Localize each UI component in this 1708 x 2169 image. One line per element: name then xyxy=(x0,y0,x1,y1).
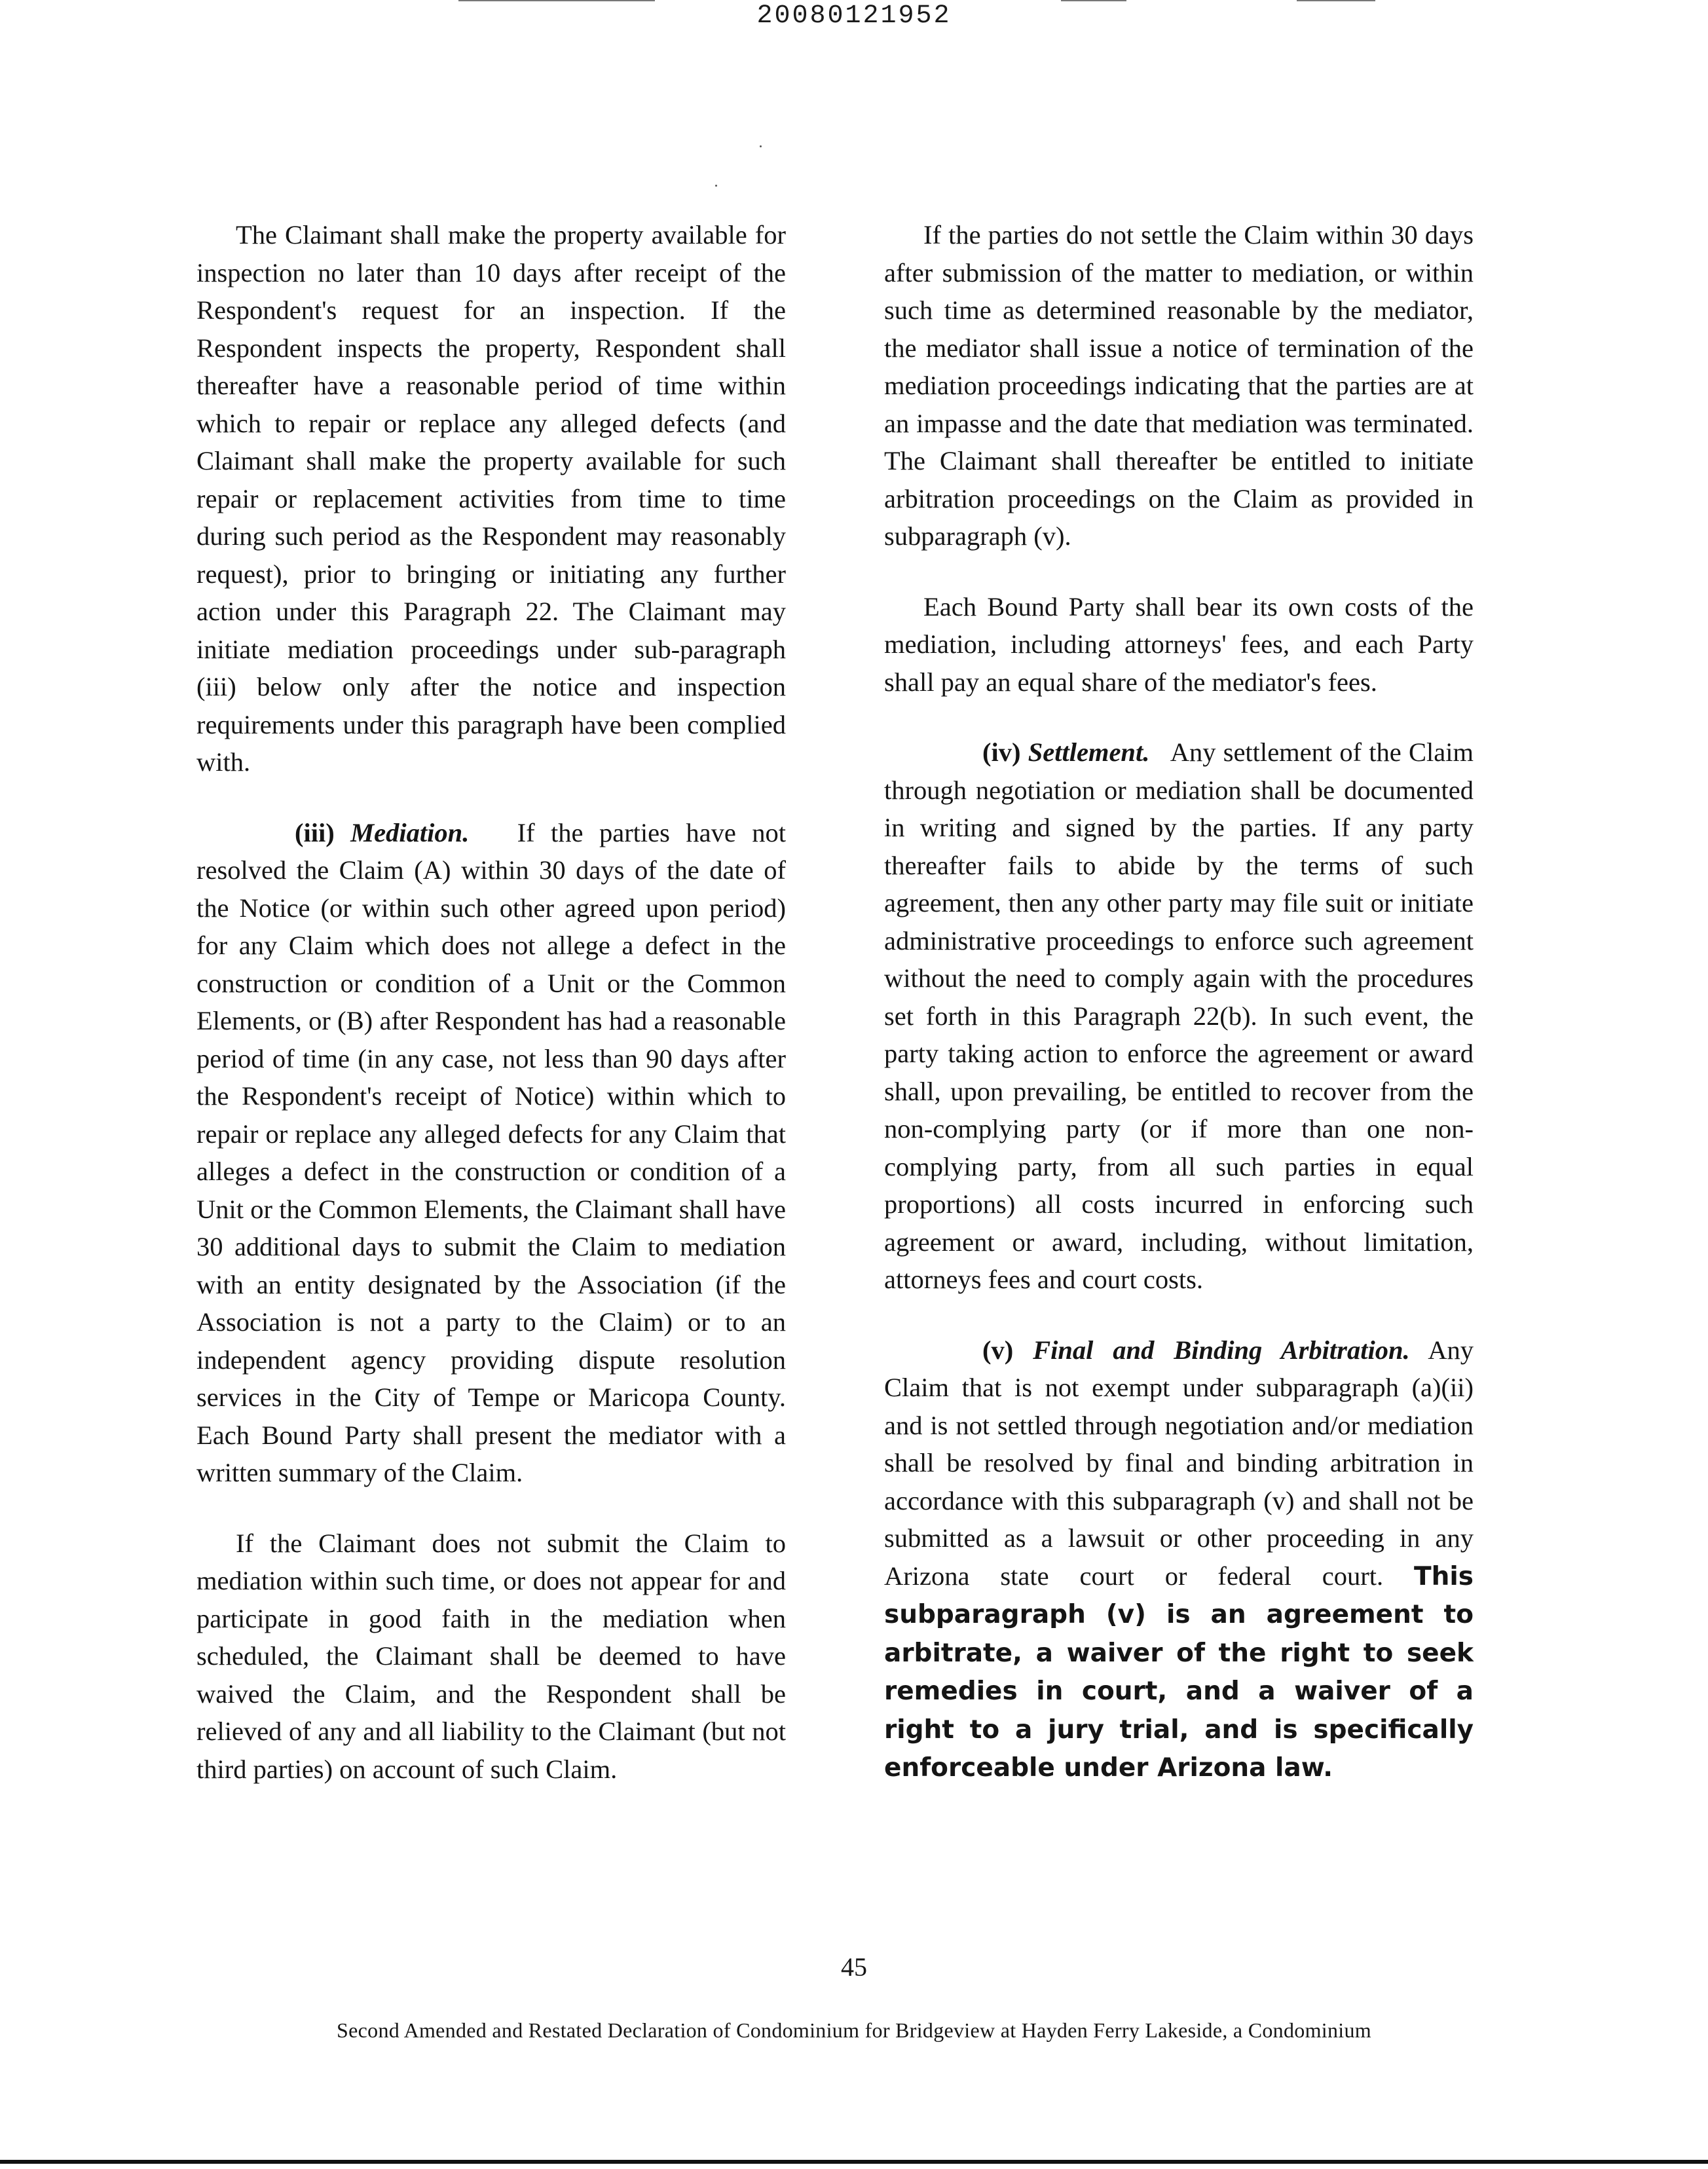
settlement-section xyxy=(884,733,1474,1299)
settlement-body: Any settlement of the Claim through negotiation or mediation shall be documented in writing and signed by the parties. If any party thereafter fails to abide by the terms of such agreement, then any other party may file suit or initiate administrative proceedings to enforce such agreement without the need to comply again with the procedures set forth in this Paragraph 22(b). In such event, the party taking action to enforce the agreement or award shall, upon prevailing, be entitled to recover from the non-complying party (or if more than one non-complying party, from all such parties in equal proportions) all costs incurred in enforcing such agreement or award, including, without limitation, attorneys fees and court costs. xyxy=(884,737,1474,1294)
right-column xyxy=(884,216,1474,1820)
arbitration-bold-statement: This subparagraph (v) is an agreement to arbitrate, a waiver of the right to seek remedies in court, and a waiver of a right to a jury trial, and is specifically enforceable under Arizona law. xyxy=(884,1561,1474,1783)
mediation-number: (iii) xyxy=(295,817,335,847)
page-number: 45 xyxy=(841,1952,867,1982)
inspection-paragraph: The Claimant shall make the property available for inspection no later than 10 days after receipt of the Respondent's request for an inspection. If the Respondent inspects the property, Respondent shall thereafter have a reasonable period of time within which to repair or replace any alleged defects (and Claimant shall make the property available for such repair or replacement activities from time to time during such period as the Respondent may reasonably request), prior to bringing or initiating any further action under this Paragraph 22. The Claimant may initiate mediation proceedings under sub-paragraph (iii) below only after the notice and inspection requirements under this paragraph have been complied with. xyxy=(196,220,786,777)
scan-speck xyxy=(715,185,717,187)
scan-bottom-rule xyxy=(0,2160,1708,2164)
document-recording-number: 20080121952 xyxy=(756,1,952,31)
waiver-paragraph: If the Claimant does not submit the Claim to mediation within such time, or does not appear for and participate in good faith in the mediation when scheduled, the Claimant shall be deemed to have waived the Claim, and the Respondent shall be relieved of any and all liability to the Claimant (but not third parties) on account of such Claim. xyxy=(196,1528,786,1784)
settlement-number: (iv) xyxy=(982,737,1021,767)
arbitration-heading: Final and Binding Arbitration. xyxy=(1033,1335,1410,1365)
mediation-section xyxy=(196,814,786,1492)
impasse-paragraph: If the parties do not settle the Claim within 30 days after submission of the matter to mediation, or within such time as determined reasonable by the mediator, the mediator shall issue a notice of termination of the mediation proceedings indicating that the parties are at an impasse and the date that mediation was terminated. The Claimant shall thereafter be entitled to initiate arbitration proceedings on the Claim as provided in subparagraph (v). xyxy=(884,220,1474,551)
mediation-body: If the parties have not resolved the Claim (A) within 30 days of the date of the Notice (or within such other agreed upon period) for any Claim which does not allege a defect in the construction or condition of a Unit or the Common Elements, or (B) after Respondent has had a reasonable period of time (in any case, not less than 90 days after the Respondent's receipt of Notice) within which to repair or replace any alleged defects for any Claim that alleges a defect in the construction or condition of a Unit or the Common Elements, the Claimant shall have 30 additional days to submit the Claim to mediation with an entity designated by the Association (if the Association is not a party to the Claim) or to an independent agency providing dispute resolution services in the City of Tempe or Maricopa County. Each Bound Party shall present the mediator with a written summary of the Claim. xyxy=(196,817,786,1487)
left-column xyxy=(196,216,786,1821)
scan-speck xyxy=(760,145,762,147)
settlement-heading: Settlement. xyxy=(1028,737,1150,767)
arbitration-section xyxy=(884,1331,1474,1787)
costs-paragraph: Each Bound Party shall bear its own costs of the mediation, including attorneys' fees, and each Party shall pay an equal share of the mediator's fees. xyxy=(884,591,1474,697)
mediation-heading: Mediation. xyxy=(350,817,470,847)
document-footer: Second Amended and Restated Declaration of Condominium for Bridgeview at Hayden Ferry Lakeside, a Condominium xyxy=(337,2018,1371,2042)
arbitration-body: Any Claim that is not exempt under subparagraph (a)(ii) and is not settled through negotiation and/or mediation shall be resolved by final and binding arbitration in accordance with this subparagraph (v) and shall not be submitted as a lawsuit or other proceeding in any Arizona state court or federal court. xyxy=(884,1335,1474,1591)
arbitration-number: (v) xyxy=(982,1335,1014,1365)
